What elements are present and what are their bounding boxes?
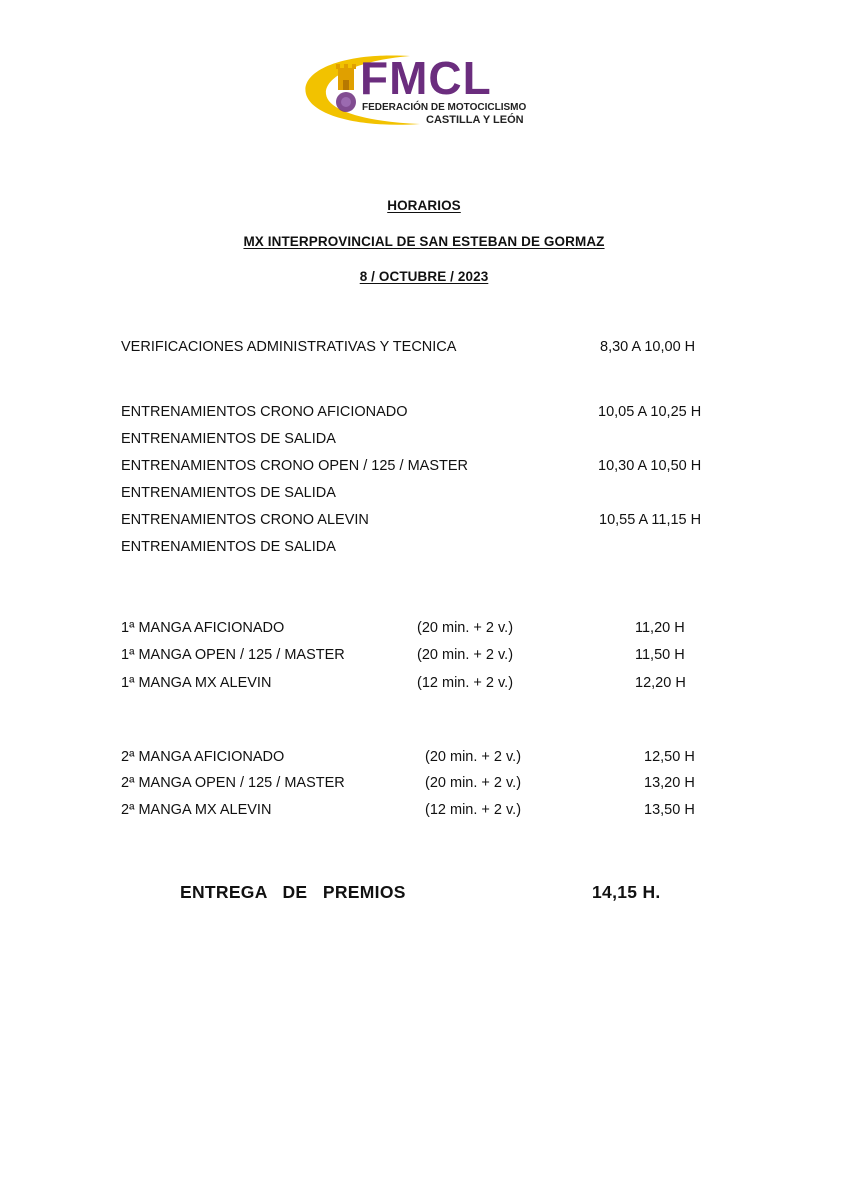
- manga2-duration: (20 min. + 2 v.): [425, 775, 522, 791]
- lion-icon: [336, 92, 356, 112]
- logo-acronym: FMCL: [360, 52, 492, 104]
- manga1-time: 12,20 H: [635, 675, 686, 691]
- awards-label: ENTREGA DE PREMIOS: [180, 882, 406, 902]
- manga2-duration: (20 min. + 2 v.): [425, 749, 522, 765]
- verifications-time: 8,30 A 10,00 H: [600, 339, 696, 355]
- manga1-duration: (20 min. + 2 v.): [417, 647, 514, 663]
- castle-tower-icon: [336, 64, 356, 90]
- event-name: MX INTERPROVINCIAL DE SAN ESTEBAN DE GORMAZ: [243, 234, 605, 249]
- manga1-label: 1ª MANGA AFICIONADO: [121, 620, 285, 636]
- logo-line1: FEDERACIÓN DE MOTOCICLISMO: [362, 102, 527, 113]
- manga1-label: 1ª MANGA OPEN / 125 / MASTER: [121, 647, 345, 663]
- training-label: ENTRENAMIENTOS CRONO AFICIONADO: [121, 404, 408, 420]
- manga1-label: 1ª MANGA MX ALEVIN: [121, 675, 272, 691]
- logo-line2: CASTILLA Y LEÓN: [426, 114, 524, 126]
- manga2-label: 2ª MANGA AFICIONADO: [121, 749, 285, 765]
- fmcl-logo-graphic: [300, 50, 550, 130]
- manga1-time: 11,20 H: [635, 620, 685, 636]
- manga1-time: 11,50 H: [635, 647, 685, 663]
- fmcl-logo: [300, 50, 550, 130]
- training-label: ENTRENAMIENTOS CRONO OPEN / 125 / MASTER: [121, 458, 468, 474]
- event-date: 8 / OCTUBRE / 2023: [359, 269, 489, 284]
- manga1-duration: (20 min. + 2 v.): [417, 620, 514, 636]
- verifications-label: VERIFICACIONES ADMINISTRATIVAS Y TECNICA: [121, 339, 457, 355]
- manga2-label: 2ª MANGA OPEN / 125 / MASTER: [121, 775, 345, 791]
- awards-time: 14,15 H.: [592, 882, 661, 902]
- page-title: HORARIOS: [387, 198, 461, 213]
- training-label: ENTRENAMIENTOS DE SALIDA: [121, 485, 336, 501]
- training-time: 10,55 A 11,15 H: [599, 512, 702, 528]
- training-label: ENTRENAMIENTOS CRONO ALEVIN: [121, 512, 369, 528]
- manga2-label: 2ª MANGA MX ALEVIN: [121, 802, 272, 818]
- manga2-time: 12,50 H: [644, 749, 695, 765]
- training-label: ENTRENAMIENTOS DE SALIDA: [121, 431, 336, 447]
- manga1-duration: (12 min. + 2 v.): [417, 675, 514, 691]
- training-time: 10,05 A 10,25 H: [598, 404, 702, 420]
- training-label: ENTRENAMIENTOS DE SALIDA: [121, 539, 336, 555]
- manga2-time: 13,20 H: [644, 775, 695, 791]
- manga2-time: 13,50 H: [644, 802, 695, 818]
- training-time: 10,30 A 10,50 H: [598, 458, 702, 474]
- manga2-duration: (12 min. + 2 v.): [425, 802, 522, 818]
